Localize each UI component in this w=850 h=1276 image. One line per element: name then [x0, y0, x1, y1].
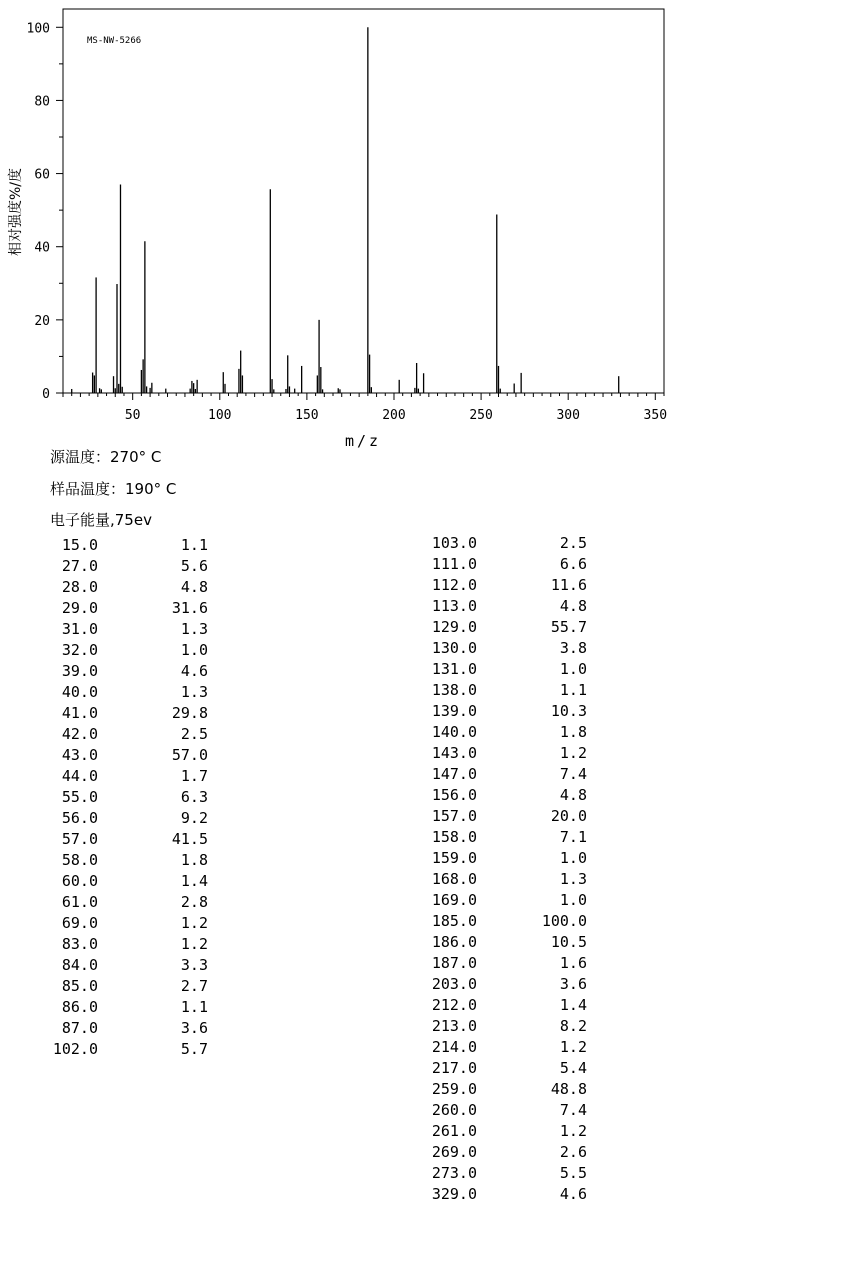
intensity-value: 7.1: [559, 828, 587, 846]
table-row: [0, 1058, 850, 1079]
mz-value: 138.0: [431, 681, 477, 699]
mz-value: 57.0: [61, 830, 98, 848]
mz-value: 87.0: [61, 1019, 98, 1037]
mz-value: 168.0: [431, 870, 477, 888]
x-tick-label: 300: [556, 408, 580, 423]
intensity-value: 1.8: [180, 851, 208, 869]
y-tick-label: 80: [34, 94, 50, 110]
mz-value: 83.0: [61, 935, 98, 953]
mz-value: 169.0: [431, 891, 477, 909]
table-row: [0, 722, 850, 743]
intensity-value: 1.2: [559, 744, 587, 762]
intensity-value: 2.6: [559, 1143, 587, 1161]
mz-value: 31.0: [61, 620, 98, 638]
mass-spectrum-chart: [0, 0, 850, 460]
mz-value: 187.0: [431, 954, 477, 972]
y-axis-label: 相对强度%/度: [8, 167, 24, 257]
mz-value: 269.0: [431, 1143, 477, 1161]
intensity-value: 1.0: [559, 660, 587, 678]
mz-value: 42.0: [61, 725, 98, 743]
y-tick-label: 0: [42, 387, 50, 402]
mz-value: 55.0: [61, 788, 98, 806]
mz-value: 159.0: [431, 849, 477, 867]
mz-value: 112.0: [431, 576, 477, 594]
intensity-value: 41.5: [171, 830, 208, 848]
mz-value: 56.0: [61, 809, 98, 827]
peak-table-right: [0, 533, 850, 1213]
spectrum-id-label: MS-NW-5266: [87, 36, 142, 46]
table-row: [0, 995, 850, 1016]
y-tick-label: 40: [34, 240, 50, 256]
intensity-value: 3.3: [180, 956, 208, 974]
mz-value: 113.0: [431, 597, 477, 615]
intensity-value: 100.0: [541, 912, 587, 930]
x-tick-label: 250: [469, 408, 493, 423]
table-row: [0, 554, 850, 575]
mz-value: 147.0: [431, 765, 477, 783]
table-row: [0, 680, 850, 701]
intensity-value: 1.0: [559, 849, 587, 867]
intensity-value: 31.6: [171, 599, 208, 617]
table-row: [0, 1016, 850, 1037]
table-row: [0, 1100, 850, 1121]
intensity-value: 1.7: [180, 767, 208, 785]
intensity-value: 1.2: [180, 914, 208, 932]
table-row: [0, 953, 850, 974]
mz-value: 273.0: [431, 1164, 477, 1182]
mz-value: 130.0: [431, 639, 477, 657]
intensity-value: 4.8: [559, 597, 587, 615]
table-row: [0, 659, 850, 680]
table-row: [0, 1163, 850, 1184]
intensity-value: 5.4: [559, 1059, 587, 1077]
x-axis: [63, 393, 667, 423]
intensity-value: 2.8: [180, 893, 208, 911]
table-row: [0, 575, 850, 596]
intensity-value: 55.7: [550, 618, 587, 636]
mz-value: 213.0: [431, 1017, 477, 1035]
intensity-value: 5.6: [180, 557, 208, 575]
intensity-value: 1.4: [180, 872, 208, 890]
table-row: [0, 743, 850, 764]
intensity-value: 11.6: [550, 576, 587, 594]
mz-value: 329.0: [431, 1185, 477, 1203]
intensity-value: 20.0: [550, 807, 587, 825]
intensity-value: 2.7: [180, 977, 208, 995]
table-row: [0, 974, 850, 995]
y-tick-label: 20: [34, 313, 50, 329]
mz-value: 156.0: [431, 786, 477, 804]
mz-value: 217.0: [431, 1059, 477, 1077]
mz-value: 214.0: [431, 1038, 477, 1056]
table-row: [0, 596, 850, 617]
mz-value: 185.0: [431, 912, 477, 930]
table-row: [0, 617, 850, 638]
intensity-value: 3.6: [180, 1019, 208, 1037]
table-row: [0, 827, 850, 848]
intensity-value: 4.8: [180, 578, 208, 596]
table-row: [0, 848, 850, 869]
mz-value: 61.0: [61, 893, 98, 911]
intensity-value: 1.2: [180, 935, 208, 953]
table-row: [0, 533, 850, 554]
x-axis-label: m/z: [344, 432, 382, 450]
intensity-value: 1.1: [559, 681, 587, 699]
table-row: [0, 869, 850, 890]
mz-value: 86.0: [61, 998, 98, 1016]
mz-value: 131.0: [431, 660, 477, 678]
intensity-value: 7.4: [559, 1101, 587, 1119]
mz-value: 32.0: [61, 641, 98, 659]
mz-value: 111.0: [431, 555, 477, 573]
table-row: [0, 764, 850, 785]
intensity-value: 2.5: [180, 725, 208, 743]
table-row: [0, 911, 850, 932]
table-row: [0, 1142, 850, 1163]
intensity-value: 5.7: [180, 1040, 208, 1056]
mz-value: 140.0: [431, 723, 477, 741]
intensity-value: 8.2: [559, 1017, 587, 1035]
table-row: [0, 1079, 850, 1100]
intensity-value: 1.6: [559, 954, 587, 972]
intensity-value: 1.3: [180, 683, 208, 701]
mz-value: 41.0: [61, 704, 98, 722]
table-row: [0, 638, 850, 659]
intensity-value: 9.2: [180, 809, 208, 827]
y-axis: [27, 21, 63, 402]
table-row: [0, 890, 850, 911]
mz-value: 139.0: [431, 702, 477, 720]
mz-value: 39.0: [61, 662, 98, 680]
intensity-value: 1.2: [559, 1038, 587, 1056]
intensity-value: 10.5: [550, 933, 587, 951]
mz-value: 40.0: [61, 683, 98, 701]
intensity-value: 6.3: [180, 788, 208, 806]
mz-value: 158.0: [431, 828, 477, 846]
x-tick-label: 50: [124, 408, 141, 423]
intensity-value: 4.6: [559, 1185, 587, 1203]
y-tick-label: 100: [26, 21, 50, 37]
mz-value: 58.0: [61, 851, 98, 869]
x-tick-label: 350: [643, 408, 668, 423]
intensity-value: 3.8: [559, 639, 587, 657]
table-row: [0, 806, 850, 827]
mz-value: 27.0: [61, 557, 98, 575]
mz-value: 28.0: [61, 578, 98, 596]
intensity-value: 5.5: [559, 1164, 587, 1182]
x-tick-label: 200: [382, 408, 406, 423]
mz-value: 102.0: [52, 1040, 98, 1056]
mz-value: 103.0: [431, 534, 477, 552]
intensity-value: 1.3: [180, 620, 208, 638]
intensity-value: 1.8: [559, 723, 587, 741]
mz-value: 259.0: [431, 1080, 477, 1098]
intensity-value: 3.6: [559, 975, 587, 993]
x-tick-label: 100: [208, 408, 232, 423]
source-temperature: 源温度：270° C: [50, 448, 162, 466]
plot-frame: [63, 9, 664, 393]
intensity-value: 48.8: [550, 1080, 587, 1098]
mz-value: 29.0: [61, 599, 98, 617]
mz-value: 261.0: [431, 1122, 477, 1140]
mz-value: 186.0: [431, 933, 477, 951]
intensity-value: 1.4: [559, 996, 587, 1014]
intensity-value: 1.1: [180, 536, 208, 554]
mz-value: 43.0: [61, 746, 98, 764]
mz-value: 60.0: [61, 872, 98, 890]
mz-value: 157.0: [431, 807, 477, 825]
intensity-value: 4.6: [180, 662, 208, 680]
intensity-value: 29.8: [171, 704, 208, 722]
intensity-value: 1.3: [559, 870, 587, 888]
y-tick-label: 60: [34, 167, 50, 183]
intensity-value: 6.6: [559, 555, 587, 573]
table-row: [0, 932, 850, 953]
table-row: [0, 1037, 850, 1058]
mz-value: 84.0: [61, 956, 98, 974]
sample-temperature: 样品温度：190° C: [50, 480, 177, 498]
intensity-value: 7.4: [559, 765, 587, 783]
mz-value: 143.0: [431, 744, 477, 762]
table-row: [0, 1184, 850, 1205]
peak-bars: [72, 27, 619, 393]
intensity-value: 57.0: [171, 746, 208, 764]
mz-value: 129.0: [431, 618, 477, 636]
mz-value: 260.0: [431, 1101, 477, 1119]
mz-value: 15.0: [61, 536, 98, 554]
mz-value: 44.0: [61, 767, 98, 785]
mz-value: 69.0: [61, 914, 98, 932]
table-row: [0, 1121, 850, 1142]
mz-value: 203.0: [431, 975, 477, 993]
mz-value: 212.0: [431, 996, 477, 1014]
intensity-value: 1.0: [559, 891, 587, 909]
intensity-value: 1.2: [559, 1122, 587, 1140]
table-row: [0, 701, 850, 722]
electron-energy: 电子能量,75ev: [50, 511, 152, 529]
intensity-value: 4.8: [559, 786, 587, 804]
intensity-value: 10.3: [550, 702, 587, 720]
intensity-value: 1.1: [180, 998, 208, 1016]
mz-value: 85.0: [61, 977, 98, 995]
intensity-value: 1.0: [180, 641, 208, 659]
table-row: [0, 785, 850, 806]
x-tick-label: 150: [295, 408, 319, 423]
intensity-value: 2.5: [559, 534, 587, 552]
